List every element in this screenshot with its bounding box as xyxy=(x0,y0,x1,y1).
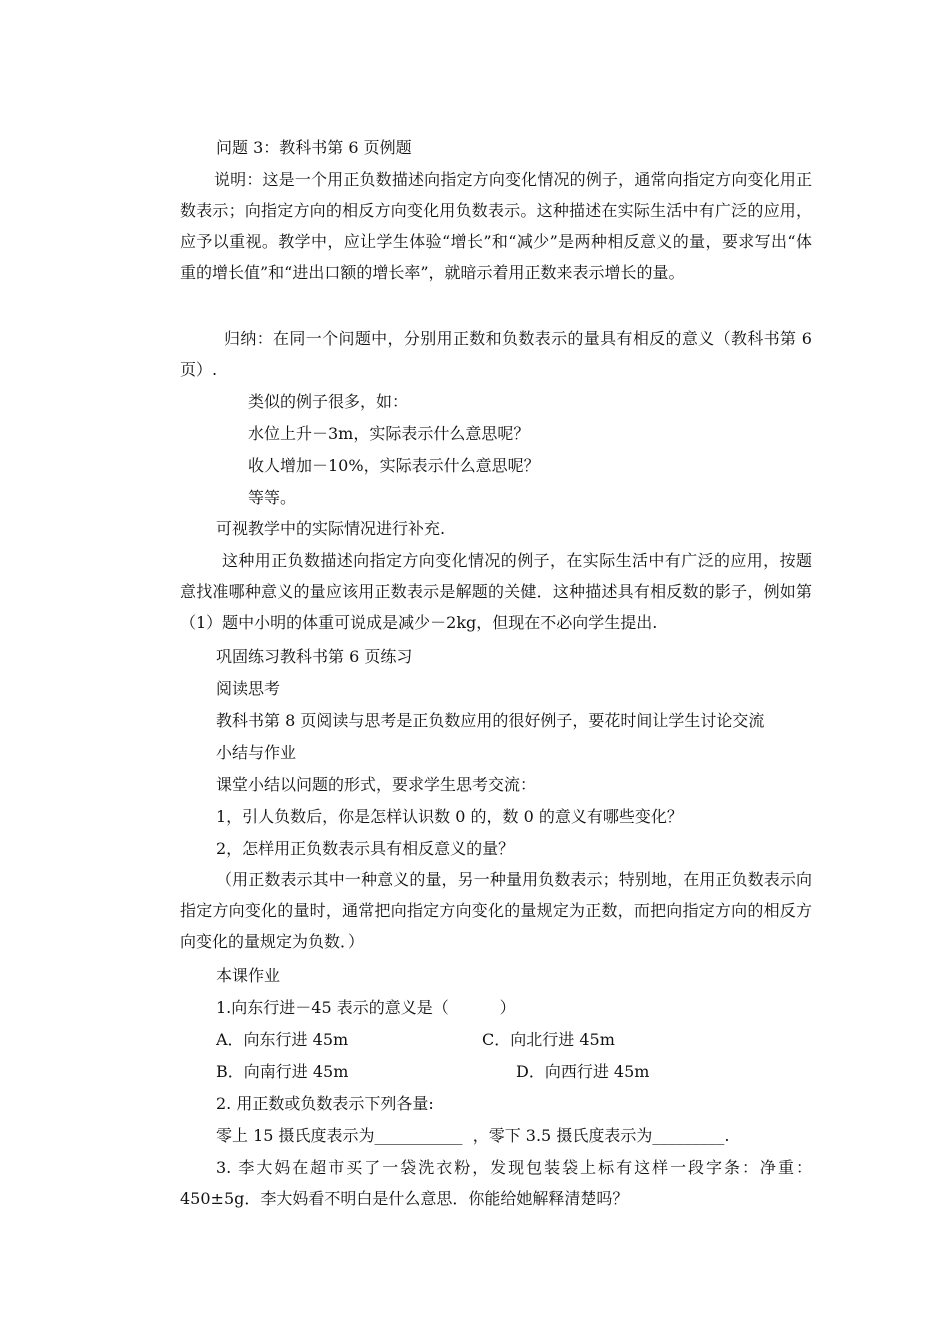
summary-paragraph: 归纳：在同一个问题中，分别用正数和负数表示的量具有相反的意义（教科书第 6 页）. xyxy=(180,329,812,379)
explanation-paragraph: 说明：这是一个用正负数描述向指定方向变化情况的例子，通常向指定方向变化用正数表示；向指定方向的相反方向变化用负数表示。这种描述在实际生活中有广泛的应用，应予以重视。教学中，应让学生体验“增长”和“减少”是两种相反意义的量，要求写出“体重的增长值”和“进出口额的增长率”，就暗示着用正数来表示增长的量。 xyxy=(180,170,812,282)
supplement-line: 可视教学中的实际情况进行补充. xyxy=(216,519,446,538)
problem3-title: 问题 3：教科书第 6 页例题 xyxy=(216,138,412,157)
option-a: A．向东行进 45m xyxy=(216,1030,349,1049)
homework-heading: 本课作业 xyxy=(216,966,281,985)
answer-note-paragraph: （用正数表示其中一种意义的量，另一种量用负数表示；特别地，在用正负数表示向指定方向变化的量时，通常把向指定方向变化的量规定为正数，而把向指定方向的相反方向变化的量规定为负数．） xyxy=(180,870,812,951)
example-water: 水位上升－3m，实际表示什么意思呢？ xyxy=(248,424,530,443)
question-1: 1，引人负数后，你是怎样认识数 0 的，数 0 的意义有哪些变化？ xyxy=(216,807,683,826)
option-d: D．向西行进 45m xyxy=(516,1062,650,1081)
option-b: B．向南行进 45m xyxy=(216,1062,349,1081)
homework-question-2: 2. 用正数或负数表示下列各量: xyxy=(216,1094,434,1113)
summary-heading: 小结与作业 xyxy=(216,743,297,762)
homework-question-2-blanks: 零上 15 摄氏度表示为___________ ，零下 3.5 摄氏度表示为_________. xyxy=(216,1126,730,1145)
similar-intro: 类似的例子很多，如： xyxy=(248,392,409,411)
class-summary: 课堂小结以问题的形式，要求学生思考交流： xyxy=(216,775,537,794)
homework-question-3: 3. 李大妈在超市买了一袋洗衣粉，发现包装袋上标有这样一段字条：净重：450±5g．李大妈看不明白是什么意思．你能给她解释清楚吗？ xyxy=(180,1158,812,1208)
application-paragraph: 这种用正负数描述向指定方向变化情况的例子，在实际生活中有广泛的应用，按题意找准哪种意义的量应该用正数表示是解题的关健．这种描述具有相反数的影子，例如第（1）题中小明的体重可说成是减少－2kg，但现在不必向学生提出. xyxy=(180,551,812,632)
practice-line: 巩固练习教科书第 6 页练习 xyxy=(216,647,413,666)
reading-heading: 阅读思考 xyxy=(216,679,281,698)
homework-question-1: 1.向东行进－45 表示的意义是（ ） xyxy=(216,998,516,1017)
etc-line: 等等。 xyxy=(248,488,297,507)
reading-text: 教科书第 8 页阅读与思考是正负数应用的很好例子，要花时间让学生讨论交流 xyxy=(216,711,765,730)
option-c: C．向北行进 45m xyxy=(482,1030,615,1049)
question-2: 2，怎样用正负数表示具有相反意义的量？ xyxy=(216,839,515,858)
example-income: 收人增加－10%，实际表示什么意思呢？ xyxy=(248,456,540,475)
